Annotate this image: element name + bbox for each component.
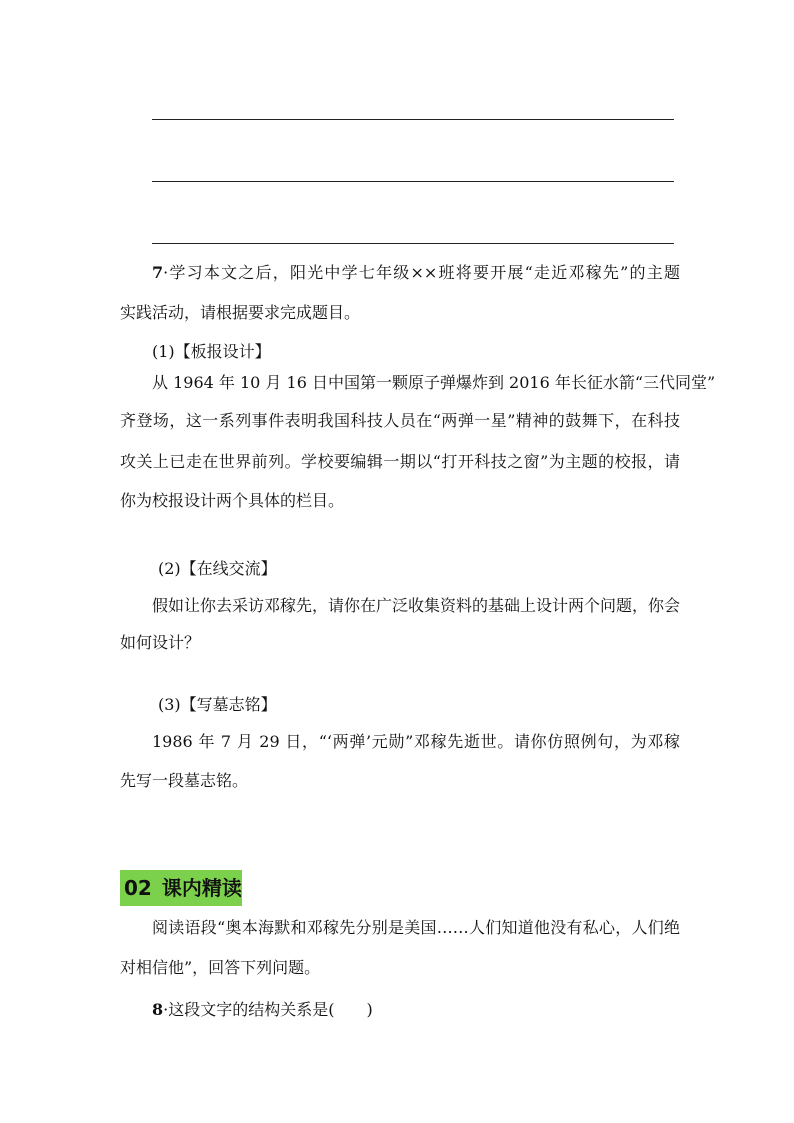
- question-7-line-1: [152, 262, 680, 284]
- part-1-line-4: 你为校报设计两个具体的栏目。: [120, 491, 345, 510]
- part-1-line-2: 齐登场，这一系列事件表明我国科技人员在“两弹一星”精神的鼓舞下，在科技: [120, 411, 680, 430]
- part-1-line-1: 从 1964 年 10 月 16 日中国第一颗原子弹爆炸到 2016 年长征水箭“三代同堂”: [152, 373, 716, 392]
- reading-line-1: 阅读语段“奥本海默和邓稼先分别是美国……人们知道他没有私心，人们绝: [152, 918, 680, 937]
- part-3-line-1: 1986 年 7 月 29 日，“‘两弹’元勋”邓稼先逝世。请你仿照例句，为邓稼: [152, 732, 680, 751]
- answer-line-3: [152, 243, 674, 244]
- question-7-number: 7: [152, 263, 164, 282]
- question-8-number: 8: [152, 1000, 164, 1019]
- part-2-line-1: 假如让你去采访邓稼先，请你在广泛收集资料的基础上设计两个问题，你会: [152, 596, 681, 615]
- part-2-line-2: 如何设计？: [120, 633, 201, 652]
- part-1-label: (1)【板报设计】: [152, 342, 271, 361]
- question-7-text: ·学习本文之后，阳光中学七年级××班将要开展“走近邓稼先”的主题: [163, 263, 680, 282]
- answer-line-1: [152, 119, 674, 120]
- section-number: 02: [124, 876, 152, 900]
- reading-line-2: 对相信他”，回答下列问题。: [120, 958, 321, 977]
- question-7-line-2: 实践活动，请根据要求完成题目。: [120, 303, 361, 322]
- part-2-label: (2)【在线交流】: [158, 559, 277, 578]
- part-1-line-3: 攻关上已走在世界前列。学校要编辑一期以“打开科技之窗”为主题的校报，请: [120, 452, 680, 471]
- answer-line-2: [152, 181, 674, 182]
- part-3-line-2: 先写一段墓志铭。: [120, 771, 249, 790]
- section-banner: [120, 870, 242, 906]
- section-title: 课内精读: [161, 876, 242, 900]
- question-8-text: ·这段文字的结构关系是( ): [163, 1000, 373, 1019]
- part-3-label: (3)【写墓志铭】: [158, 695, 277, 714]
- question-8: [152, 999, 680, 1021]
